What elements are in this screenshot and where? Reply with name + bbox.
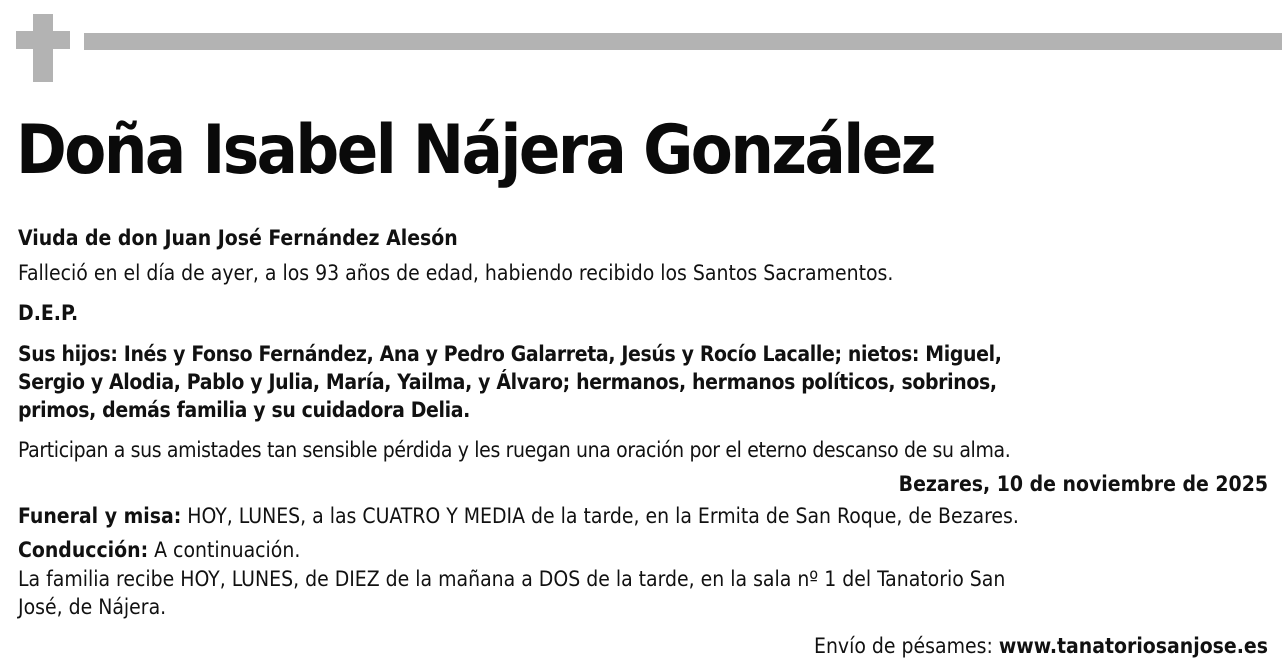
funeral-label: Funeral y misa: bbox=[18, 504, 182, 528]
funeral-text: HOY, LUNES, a las CUATRO Y MEDIA de la tarde, en la Ermita de San Roque, de Bezares. bbox=[181, 504, 1019, 528]
reception-line-2: José, de Nájera. bbox=[18, 595, 167, 619]
conduction-label: Conducción: bbox=[18, 538, 149, 562]
reception-line-1: La familia recibe HOY, LUNES, de DIEZ de la mañana a DOS de la tarde, en la sala nº 1 del Tanatorio San bbox=[18, 567, 1006, 591]
top-rule bbox=[84, 33, 1282, 50]
condolences-label: Envío de pésames: bbox=[814, 634, 999, 658]
condolences-url[interactable]: www.tanatoriosanjose.es bbox=[998, 634, 1268, 658]
condolences-line bbox=[814, 632, 1268, 660]
rip-text: D.E.P. bbox=[18, 301, 79, 325]
funeral-line bbox=[18, 502, 1019, 530]
participation-text: Participan a sus amistades tan sensible pérdida y les ruegan una oración por el eterno descanso de su alma. bbox=[18, 438, 1011, 462]
family-line-2: Sergio y Alodia, Pablo y Julia, María, Yailma, y Álvaro; hermanos, hermanos políticos, sobrinos, bbox=[18, 370, 997, 394]
place-date: Bezares, 10 de noviembre de 2025 bbox=[898, 472, 1268, 496]
widow-line: Viuda de don Juan José Fernández Alesón bbox=[18, 226, 458, 250]
cross-icon-horizontal bbox=[16, 31, 70, 49]
family-line-1: Sus hijos: Inés y Fonso Fernández, Ana y Pedro Galarreta, Jesús y Rocío Lacalle; nietos: Miguel, bbox=[18, 342, 1002, 366]
deceased-name: Doña Isabel Nájera González bbox=[16, 111, 934, 190]
family-line-3: primos, demás familia y su cuidadora Delia. bbox=[18, 398, 470, 422]
conduction-text: A continuación. bbox=[148, 538, 301, 562]
death-notice: Falleció en el día de ayer, a los 93 años de edad, habiendo recibido los Santos Sacramentos. bbox=[18, 261, 894, 285]
conduction-line bbox=[18, 536, 300, 564]
